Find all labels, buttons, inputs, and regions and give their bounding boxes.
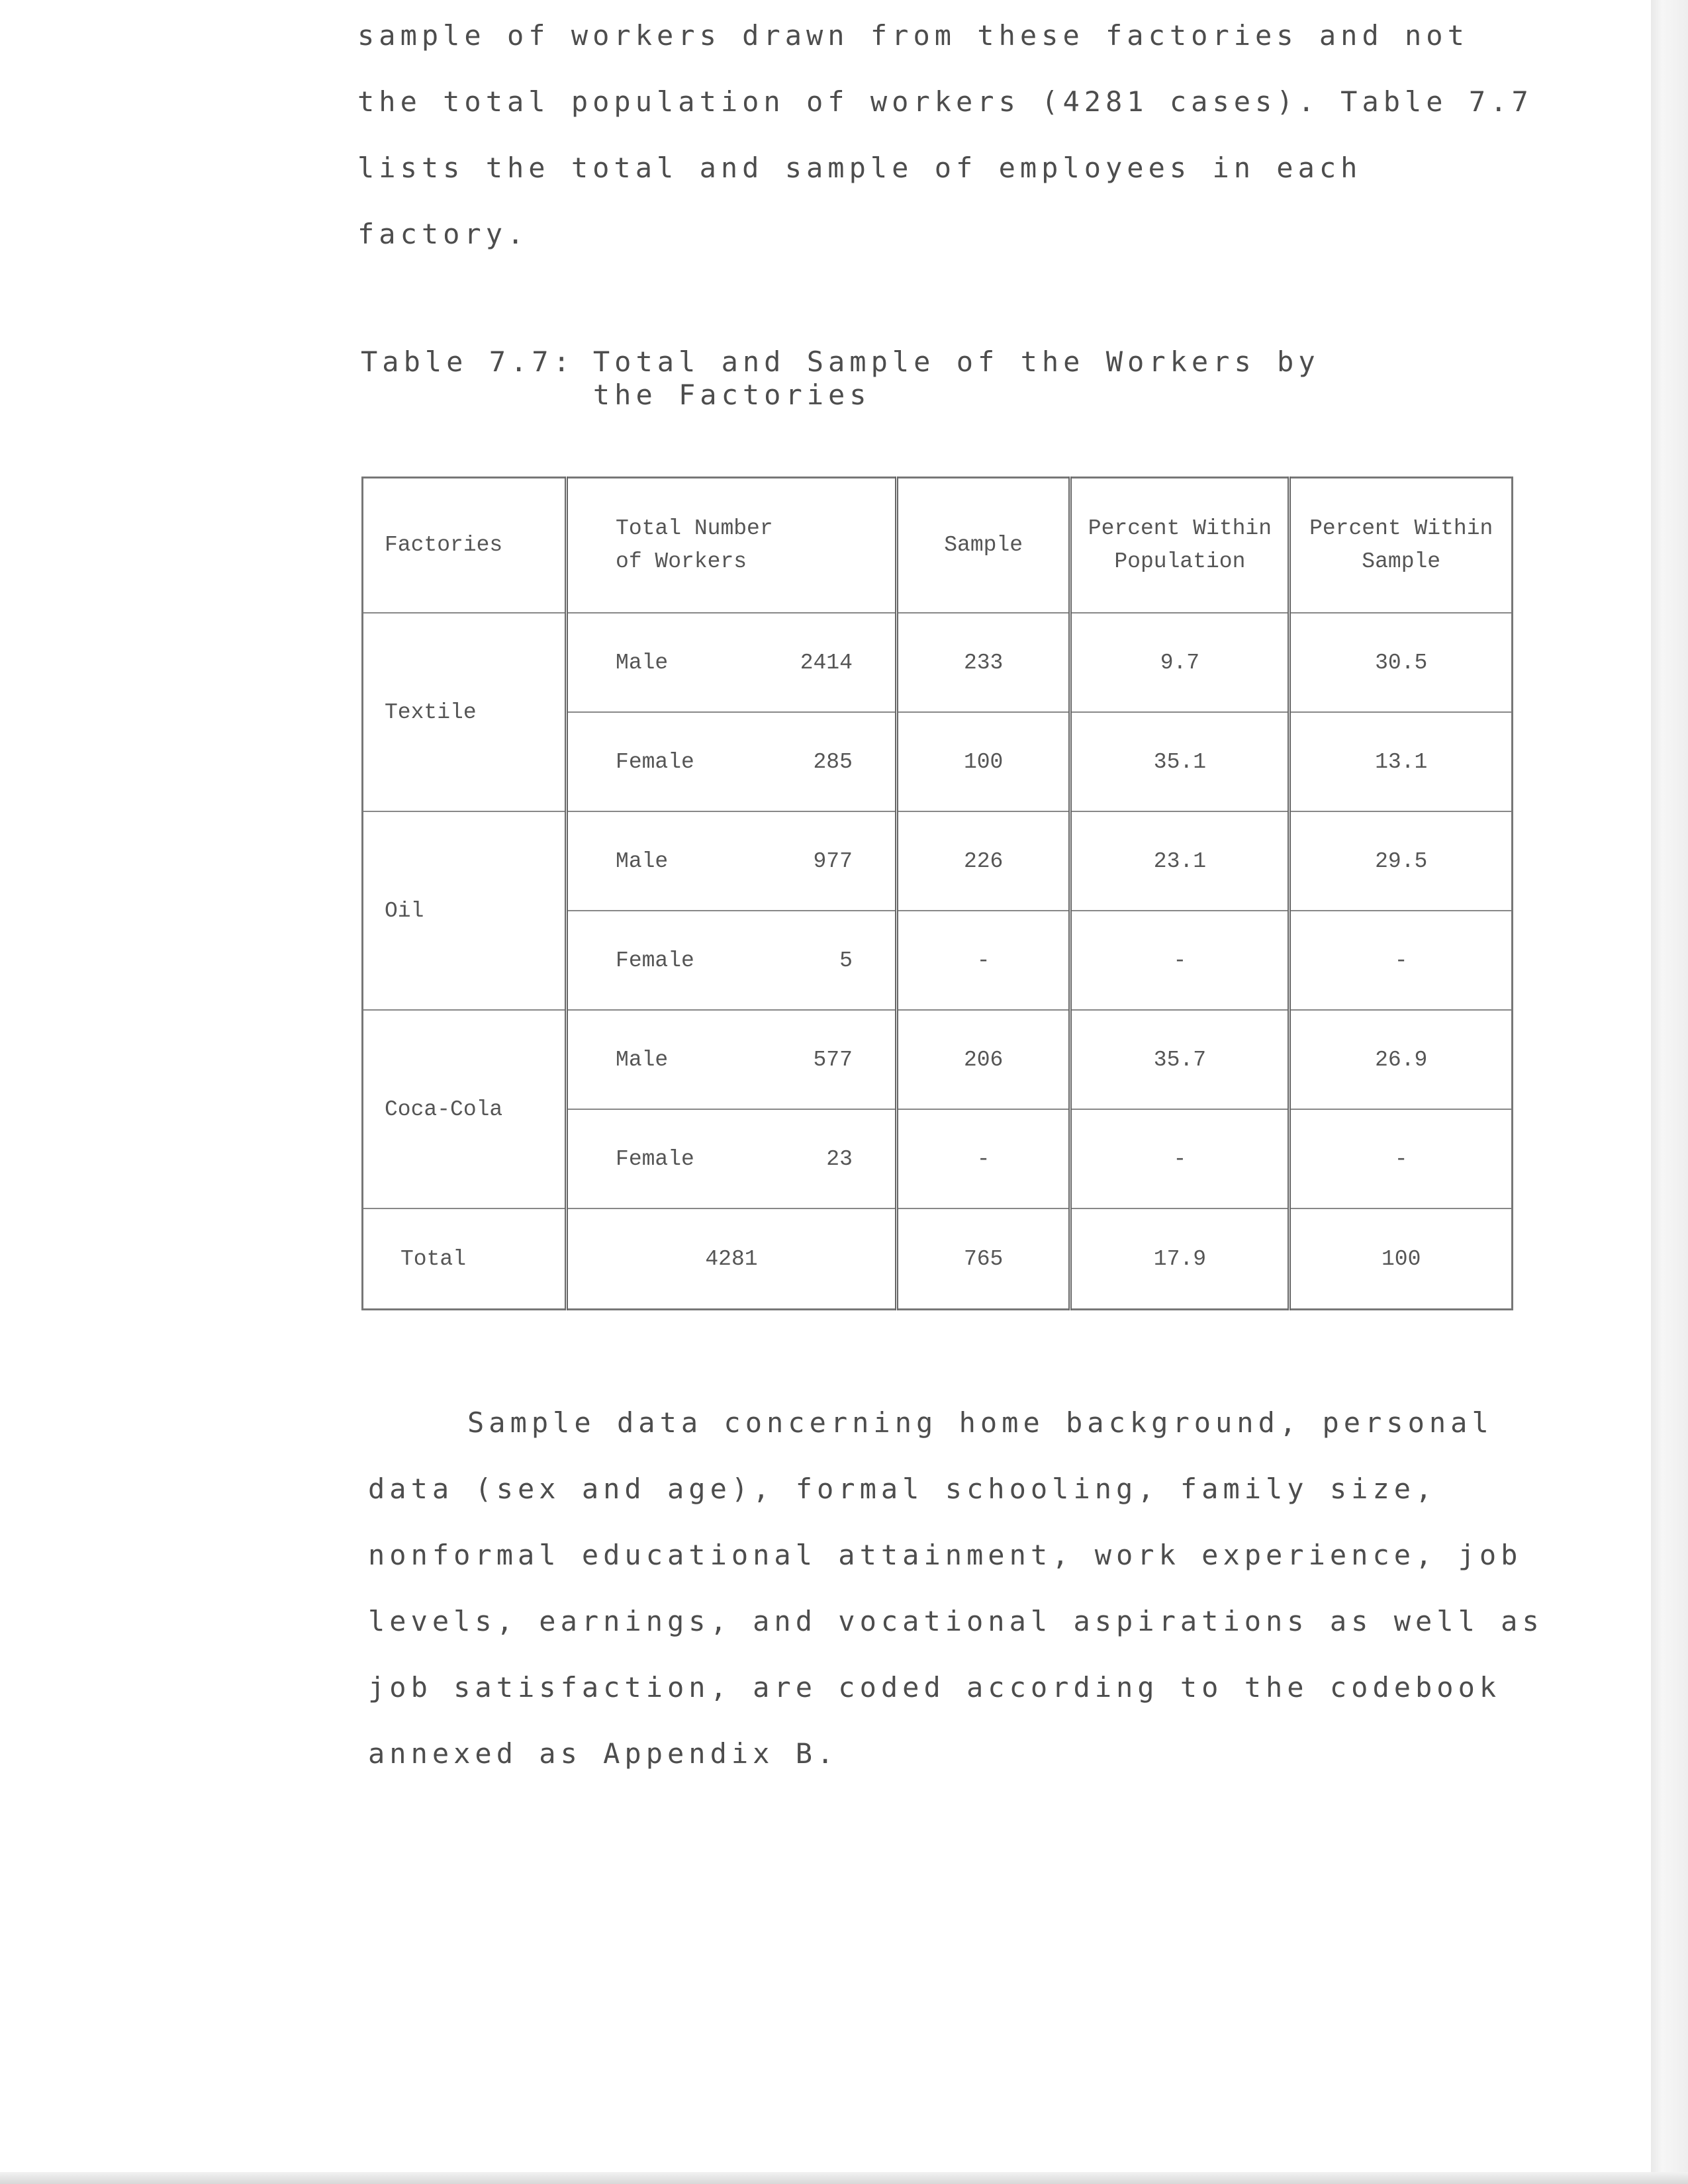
total-value: 2414 <box>800 650 853 675</box>
factory-cell: Oil <box>363 811 567 1010</box>
total-workers-sum: 4281 <box>567 1208 897 1310</box>
header-percent-sample <box>1289 478 1513 614</box>
sex-label: Male <box>616 848 669 874</box>
sample-cell: 226 <box>896 811 1070 911</box>
pct-sample-cell: - <box>1289 911 1513 1010</box>
header-pct-sample-line1: Percent Within <box>1309 516 1493 541</box>
total-value: 23 <box>826 1146 853 1171</box>
header-pct-pop-line2: Population <box>1114 549 1246 574</box>
total-cell <box>567 811 897 911</box>
sample-cell: 206 <box>896 1010 1070 1109</box>
total-value: 977 <box>813 848 853 874</box>
sex-label: Female <box>616 948 694 973</box>
total-sample-sum: 765 <box>896 1208 1070 1310</box>
pct-sample-cell: 30.5 <box>1289 613 1513 712</box>
header-total-line1: Total Number <box>616 516 773 541</box>
total-pct-pop: 17.9 <box>1070 1208 1289 1310</box>
total-cell <box>567 1010 897 1109</box>
table-header-row <box>363 478 1513 614</box>
paragraph-line: the total population of workers (4281 cases). Table 7.7 <box>357 85 1533 118</box>
total-value: 577 <box>813 1047 853 1072</box>
header-sample: Sample <box>896 478 1070 614</box>
sample-cell: - <box>896 911 1070 1010</box>
pct-pop-cell: 23.1 <box>1070 811 1289 911</box>
paragraph-line: nonformal educational attainment, work experience, job <box>368 1539 1523 1571</box>
total-label: Total <box>363 1208 567 1310</box>
paragraph-line: Sample data concerning home background, personal <box>467 1406 1493 1439</box>
sample-cell: - <box>896 1109 1070 1208</box>
factory-cell: Textile <box>363 613 567 811</box>
sample-cell: 233 <box>896 613 1070 712</box>
paragraph-line: sample of workers drawn from these factories and not <box>357 19 1469 52</box>
factory-cell: Coca-Cola <box>363 1010 567 1208</box>
table-row <box>363 613 1513 712</box>
sex-label: Male <box>616 650 669 675</box>
total-value: 5 <box>839 948 853 973</box>
total-cell <box>567 1109 897 1208</box>
sex-label: Female <box>616 749 694 774</box>
paragraph-line: job satisfaction, are coded according to the codebook <box>368 1671 1501 1704</box>
table-caption-title: Total and Sample of the Workers by the Factories <box>592 345 1320 411</box>
pct-sample-cell: 13.1 <box>1289 712 1513 811</box>
table-caption-label: Table 7.7: <box>361 345 575 378</box>
total-cell <box>567 613 897 712</box>
page-edge-shadow <box>1651 0 1688 2184</box>
sex-label: Male <box>616 1047 669 1072</box>
pct-pop-cell: 35.1 <box>1070 712 1289 811</box>
page-bottom-shadow <box>0 2172 1688 2184</box>
pct-sample-cell: 26.9 <box>1289 1010 1513 1109</box>
pct-pop-cell: - <box>1070 911 1289 1010</box>
pct-sample-cell: - <box>1289 1109 1513 1208</box>
paragraph-bottom <box>368 1390 1544 1787</box>
paragraph-line: data (sex and age), formal schooling, family size, <box>368 1473 1437 1505</box>
paragraph-top <box>357 3 1533 267</box>
header-percent-population <box>1070 478 1289 614</box>
sample-cell: 100 <box>896 712 1070 811</box>
table-total-row <box>363 1208 1513 1310</box>
header-pct-sample-line2: Sample <box>1362 549 1441 574</box>
header-factories: Factories <box>363 478 567 614</box>
sex-label: Female <box>616 1146 694 1171</box>
pct-pop-cell: - <box>1070 1109 1289 1208</box>
table-caption <box>361 345 1387 412</box>
pct-pop-cell: 9.7 <box>1070 613 1289 712</box>
paragraph-line: lists the total and sample of employees in each <box>357 152 1362 184</box>
total-cell <box>567 712 897 811</box>
header-total-line2: of Workers <box>616 549 747 574</box>
pct-sample-cell: 29.5 <box>1289 811 1513 911</box>
workers-table <box>361 477 1513 1310</box>
header-pct-pop-line1: Percent Within <box>1088 516 1272 541</box>
header-total-workers <box>567 478 897 614</box>
total-value: 285 <box>813 749 853 774</box>
paragraph-line: factory. <box>357 218 529 250</box>
table-row <box>363 1010 1513 1109</box>
pct-pop-cell: 35.7 <box>1070 1010 1289 1109</box>
paragraph-line: levels, earnings, and vocational aspirations as well as <box>368 1605 1544 1637</box>
table-row <box>363 811 1513 911</box>
total-cell <box>567 911 897 1010</box>
total-pct-sample: 100 <box>1381 1246 1421 1271</box>
paragraph-line: annexed as Appendix B. <box>368 1737 839 1770</box>
